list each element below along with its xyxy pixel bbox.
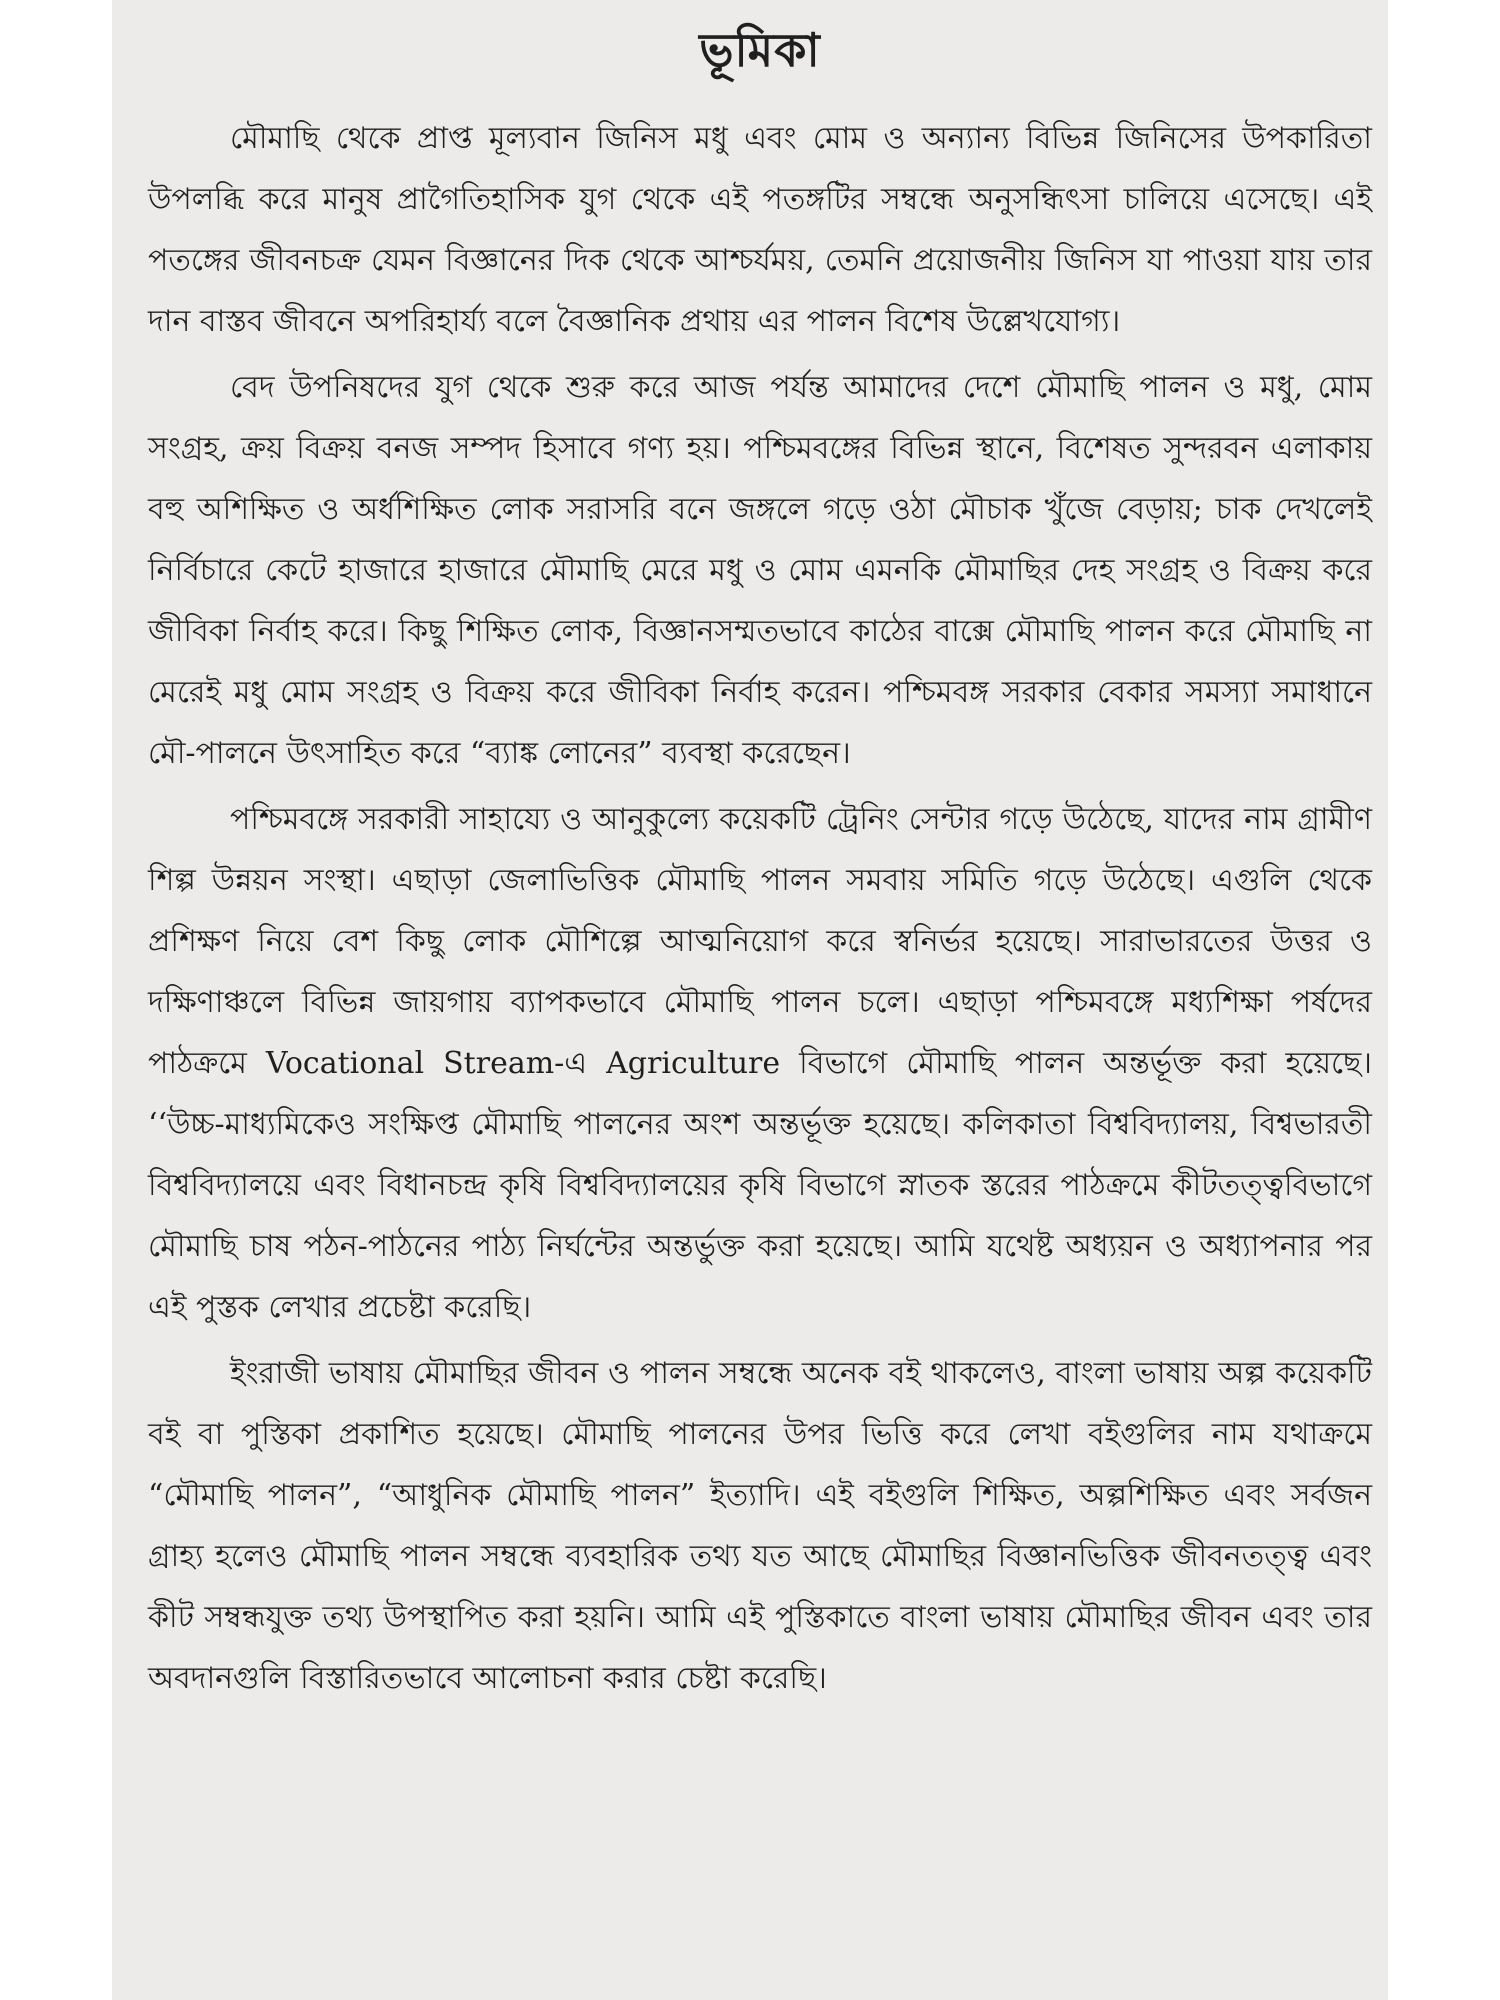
paragraph-3: পশ্চিমবঙ্গে সরকারী সাহায্যে ও আনুকুল্যে কয়েকটি ট্রেনিং সেন্টার গড়ে উঠেছে, যাদের নাম গ্রামীণ শিল্প উন্নয়ন সংস্থা। এছাড়া জেলাভিত্তিক মৌমাছি পালন সমবায় সমিতি গড়ে উঠেছে। এগুলি থেকে প্রশিক্ষণ নিয়ে বেশ কিছু লোক মৌশিল্পে আত্মনিয়োগ করে স্বনির্ভর হয়েছে। সারাভারতের উত্তর ও দক্ষিণাঞ্চলে বিভিন্ন জায়গায় ব্যাপকভাবে মৌমাছি পালন চলে। এছাড়া পশ্চিমবঙ্গে মধ্যশিক্ষা পর্ষদের পাঠক্রমে Vocational Stream-এ Agriculture বিভাগে মৌমাছি পালন অন্তর্ভূক্ত করা হয়েছে। ‘‘উচ্চ-মাধ্যমিকেও সংক্ষিপ্ত মৌমাছি পালনের অংশ অন্তর্ভূক্ত হয়েছে। কলিকাতা বিশ্ববিদ্যালয়, বিশ্বভারতী বিশ্ববিদ্যালয়ে এবং বিধানচন্দ্র কৃষি বিশ্ববিদ্যালয়ের কৃষি বিভাগে স্নাতক স্তরের পাঠক্রমে কীটতত্ত্ববিভাগে মৌমাছি চাষ পঠন-পাঠনের পাঠ্য নির্ঘন্টের অন্তর্ভুক্ত করা হয়েছে। আমি যথেষ্ট অধ্যয়ন ও অধ্যাপনার পর এই পুস্তক লেখার প্রচেষ্টা করেছি। xyxy=(148,802,1372,1325)
document-page xyxy=(112,0,1388,2000)
page-title: ভূমিকা xyxy=(699,23,821,77)
paragraph-2: বেদ উপনিষদের যুগ থেকে শুরু করে আজ পর্যন্ত আমাদের দেশে মৌমাছি পালন ও মধু, মোম সংগ্রহ, ক্রয় বিক্রয় বনজ সম্পদ হিসাবে গণ্য হয়। পশ্চিমবঙ্গের বিভিন্ন স্থানে, বিশেষত সুন্দরবন এলাকায় বহু অশিক্ষিত ও অর্ধশিক্ষিত লোক সরাসরি বনে জঙ্গলে গড়ে ওঠা মৌচাক খুঁজে বেড়ায়; চাক দেখলেই নির্বিচারে কেটে হাজারে হাজারে মৌমাছি মেরে মধু ও মোম এমনকি মৌমাছির দেহ সংগ্রহ ও বিক্রয় করে জীবিকা নির্বাহ করে। কিছু শিক্ষিত লোক, বিজ্ঞানসম্মতভাবে কাঠের বাক্সে মৌমাছি পালন করে মৌমাছি না মেরেই মধু মোম সংগ্রহ ও বিক্রয় করে জীবিকা নির্বাহ করেন। পশ্চিমবঙ্গ সরকার বেকার সমস্যা সমাধানে মৌ-পালনে উৎসাহিত করে “ব্যাঙ্ক লোনের” ব্যবস্থা করেছেন। xyxy=(148,370,1372,771)
paragraph-1: মৌমাছি থেকে প্রাপ্ত মূল্যবান জিনিস মধু এবং মোম ও অন্যান্য বিভিন্ন জিনিসের উপকারিতা উপলব্ধি করে মানুষ প্রাগৈতিহাসিক যুগ থেকে এই পতঙ্গটির সম্বন্ধে অনুসন্ধিৎসা চালিয়ে এসেছে। এই পতঙ্গের জীবনচক্র যেমন বিজ্ঞানের দিক থেকে আশ্চর্যময়, তেমনি প্রয়োজনীয় জিনিস যা পাওয়া যায় তার দান বাস্তব জীবনে অপরিহার্য্য বলে বৈজ্ঞানিক প্রথায় এর পালন বিশেষ উল্লেখযোগ্য। xyxy=(148,121,1372,339)
paragraph-4: ইংরাজী ভাষায় মৌমাছির জীবন ও পালন সম্বন্ধে অনেক বই থাকলেও, বাংলা ভাষায় অল্প কয়েকটি বই বা পুস্তিকা প্রকাশিত হয়েছে। মৌমাছি পালনের উপর ভিত্তি করে লেখা বইগুলির নাম যথাক্রমে “মৌমাছি পালন”, “আধুনিক মৌমাছি পালন” ইত্যাদি। এই বইগুলি শিক্ষিত, অল্পশিক্ষিত এবং সর্বজন গ্রাহ্য হলেও মৌমাছি পালন সম্বন্ধে ব্যবহারিক তথ্য যত আছে মৌমাছির বিজ্ঞানভিত্তিক জীবনতত্ত্ব এবং কীট সম্বন্ধযুক্ত তথ্য উপস্থাপিত করা হয়নি। আমি এই পুস্তিকাতে বাংলা ভাষায় মৌমাছির জীবন এবং তার অবদানগুলি বিস্তারিতভাবে আলোচনা করার চেষ্টা করেছি। xyxy=(148,1356,1372,1696)
